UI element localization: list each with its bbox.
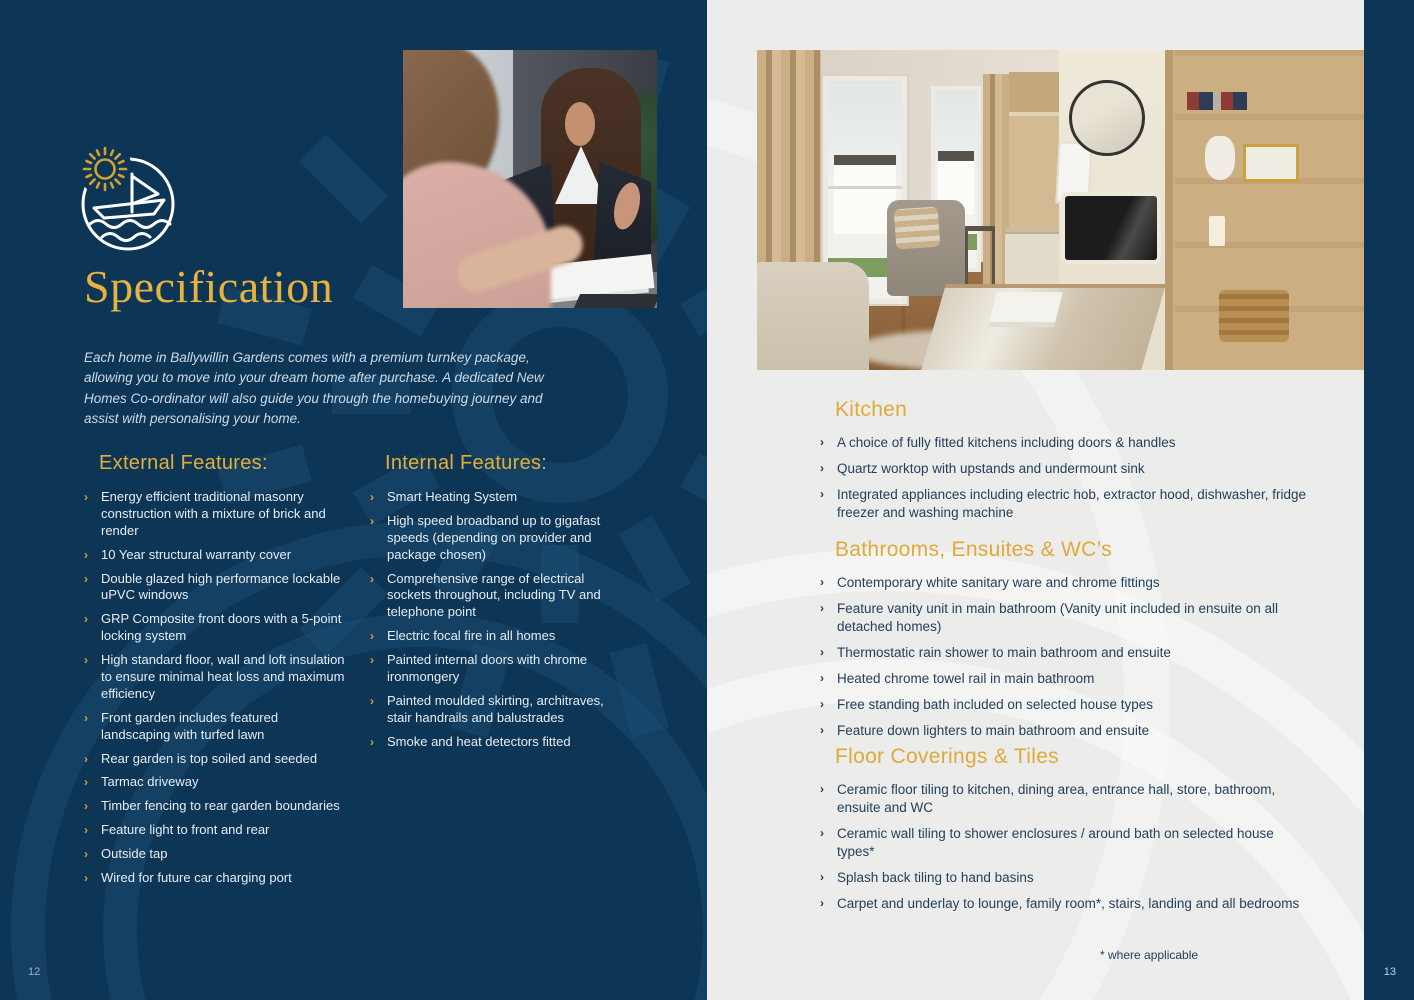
edge-strip [1364,0,1414,1000]
right-page [707,0,1414,1000]
chevron-bullet-icon: › [84,710,88,725]
feature-item [820,460,1312,478]
feature-text: High speed broadband up to gigafast speeds (depending on provider and package chosen) [387,512,601,562]
chevron-bullet-icon: › [84,751,88,766]
feature-item [820,825,1312,861]
feature-text: Free standing bath included on selected house types [837,697,1153,713]
chevron-bullet-icon: › [820,826,824,841]
kitchen-heading: Kitchen [835,398,908,421]
feature-item [84,751,346,768]
kitchen-section [820,398,1312,530]
photo-picture-frame [1243,144,1299,182]
feature-item [820,869,1312,887]
feature-item [820,644,1312,662]
page-number-left: 12 [28,966,41,978]
feature-item [820,574,1312,592]
feature-item [370,628,610,645]
feature-text: Contemporary white sanitary ware and chrome fittings [837,575,1160,590]
feature-item [84,870,346,887]
chevron-bullet-icon: › [84,799,88,814]
feature-item [820,895,1312,913]
feature-item [84,571,346,605]
feature-text: Tarmac driveway [101,774,199,790]
feature-item [820,600,1312,636]
photo-vase [1205,136,1235,180]
chevron-bullet-icon: › [84,847,88,862]
feature-item [370,652,610,686]
feature-text: Smoke and heat detectors fitted [387,733,571,749]
feature-text: Timber fencing to rear garden boundaries [101,798,340,814]
feature-item [84,611,346,645]
chevron-bullet-icon: › [84,490,88,504]
page-number-right: 13 [1383,966,1396,978]
chevron-bullet-icon: › [820,896,824,911]
chevron-bullet-icon: › [370,571,374,586]
feature-text: Integrated appliances including electric hob, extractor hood, dishwasher, fridge freezer and washing machine [837,487,1307,521]
feature-text: Front garden includes featured landscaping with turfed lawn [101,709,279,742]
photo-sofa [757,262,869,370]
feature-text: Heated chrome towel rail in main bathroom [837,671,1095,687]
feature-item [84,547,346,564]
bathrooms-heading: Bathrooms, Ensuites & WC’s [835,538,1113,561]
feature-item [820,486,1312,522]
chevron-bullet-icon: › [820,461,824,476]
chevron-bullet-icon: › [370,490,374,504]
chevron-bullet-icon: › [84,612,88,627]
feature-item [370,693,610,727]
feature-item [820,670,1312,688]
feature-text: GRP Composite front doors with a 5-point locking system [101,611,342,644]
feature-text: Ceramic wall tiling to shower enclosures / around bath on selected house types* [837,826,1274,860]
feature-item [84,822,346,839]
feature-item [820,722,1312,740]
chevron-bullet-icon: › [370,653,374,668]
feature-item [820,781,1312,817]
chevron-bullet-icon: › [84,653,88,668]
feature-item [370,734,610,751]
chevron-bullet-icon: › [820,601,824,616]
photo-candle [1209,216,1225,246]
external-features-section [84,452,346,894]
chevron-bullet-icon: › [370,629,374,644]
photo-cushion [894,207,941,250]
photo-side-table [965,226,995,284]
feature-text: Carpet and underlay to lounge, family room*, stairs, landing and all bedrooms [837,896,1300,912]
photo-laptop [574,294,657,308]
chevron-bullet-icon: › [820,723,824,738]
chevron-bullet-icon: › [370,734,374,749]
internal-features-section [370,452,610,758]
chevron-bullet-icon: › [820,870,824,885]
bathrooms-section [820,538,1312,749]
chevron-bullet-icon: › [820,645,824,660]
feature-text: Painted moulded skirting, architraves, stair handrails and balustrades [387,692,604,725]
feature-item [820,696,1312,714]
photo-tabletop-box [989,292,1062,322]
photo-window-sash [828,186,902,189]
feature-text: Feature light to front and rear [101,822,270,838]
chevron-bullet-icon: › [370,693,374,708]
feature-text: Quartz worktop with upstands and undermount sink [837,461,1145,477]
chevron-bullet-icon: › [84,547,88,562]
page-title: Specification [84,261,334,312]
feature-text: Wired for future car charging port [101,870,292,886]
feature-text: Comprehensive range of electrical sockets throughout, including TV and telephone point [387,570,601,620]
intro-paragraph: Each home in Ballywillin Gardens comes with a premium turnkey package, allowing you to move into your dream home after purchase. A dedicated New Homes Co-ordinator will also guide you through the homebuying journey and assist with personalising your home. [84,350,544,426]
feature-text: Electric focal fire in all homes [387,628,556,644]
feature-item [84,798,346,815]
chevron-bullet-icon: › [820,435,824,449]
photo-books [1187,92,1247,110]
feature-item [370,489,610,506]
chevron-bullet-icon: › [820,782,824,796]
feature-text: Thermostatic rain shower to main bathroom and ensuite [837,645,1171,661]
feature-text: Splash back tiling to hand basins [837,870,1034,886]
feature-text: High standard floor, wall and loft insulation to ensure minimal heat loss and maximum efficiency [101,652,345,701]
feature-text: A choice of fully fitted kitchens including doors & handles [837,435,1176,450]
feature-item [84,774,346,791]
chevron-bullet-icon: › [820,671,824,686]
feature-item [370,571,610,622]
floor-coverings-heading: Floor Coverings & Tiles [835,745,1059,768]
feature-text: Ceramic floor tiling to kitchen, dining area, entrance hall, store, bathroom, ensuite and WC [837,782,1276,816]
chevron-bullet-icon: › [820,487,824,502]
photo-advisor-face [565,102,595,146]
feature-item [84,846,346,863]
floor-coverings-section [820,745,1312,921]
feature-text: 10 Year structural warranty cover [101,546,292,562]
photo-electric-fireplace [1065,196,1157,260]
chevron-bullet-icon: › [84,775,88,790]
consultation-photo [403,50,657,308]
footnote: * where applicable [1100,948,1199,962]
feature-item [370,513,610,564]
chevron-bullet-icon: › [84,871,88,886]
external-features-heading: External Features: [99,452,268,474]
photo-basket [1219,290,1289,342]
chevron-bullet-icon: › [820,697,824,712]
feature-item [84,652,346,703]
feature-text: Double glazed high performance lockable uPVC windows [101,570,341,603]
feature-item [84,489,346,540]
chevron-bullet-icon: › [370,513,374,528]
living-room-photo [757,50,1364,370]
feature-text: Feature down lighters to main bathroom and ensuite [837,723,1150,739]
feature-text: Energy efficient traditional masonry construction with a mixture of brick and render [101,489,326,538]
feature-text: Outside tap [101,846,168,862]
feature-item [820,434,1312,452]
chevron-bullet-icon: › [84,571,88,586]
feature-text: Smart Heating System [387,489,518,504]
chevron-bullet-icon: › [820,575,824,589]
feature-item [84,710,346,744]
feature-text: Painted internal doors with chrome ironmongery [387,652,588,685]
chevron-bullet-icon: › [84,823,88,838]
feature-text: Feature vanity unit in main bathroom (Vanity unit included in ensuite on all detached homes) [837,601,1278,635]
internal-features-heading: Internal Features: [385,452,548,474]
feature-text: Rear garden is top soiled and seeded [101,750,318,766]
photo-round-mirror [1069,80,1145,156]
sun-and-sailboat-icon [78,142,182,258]
